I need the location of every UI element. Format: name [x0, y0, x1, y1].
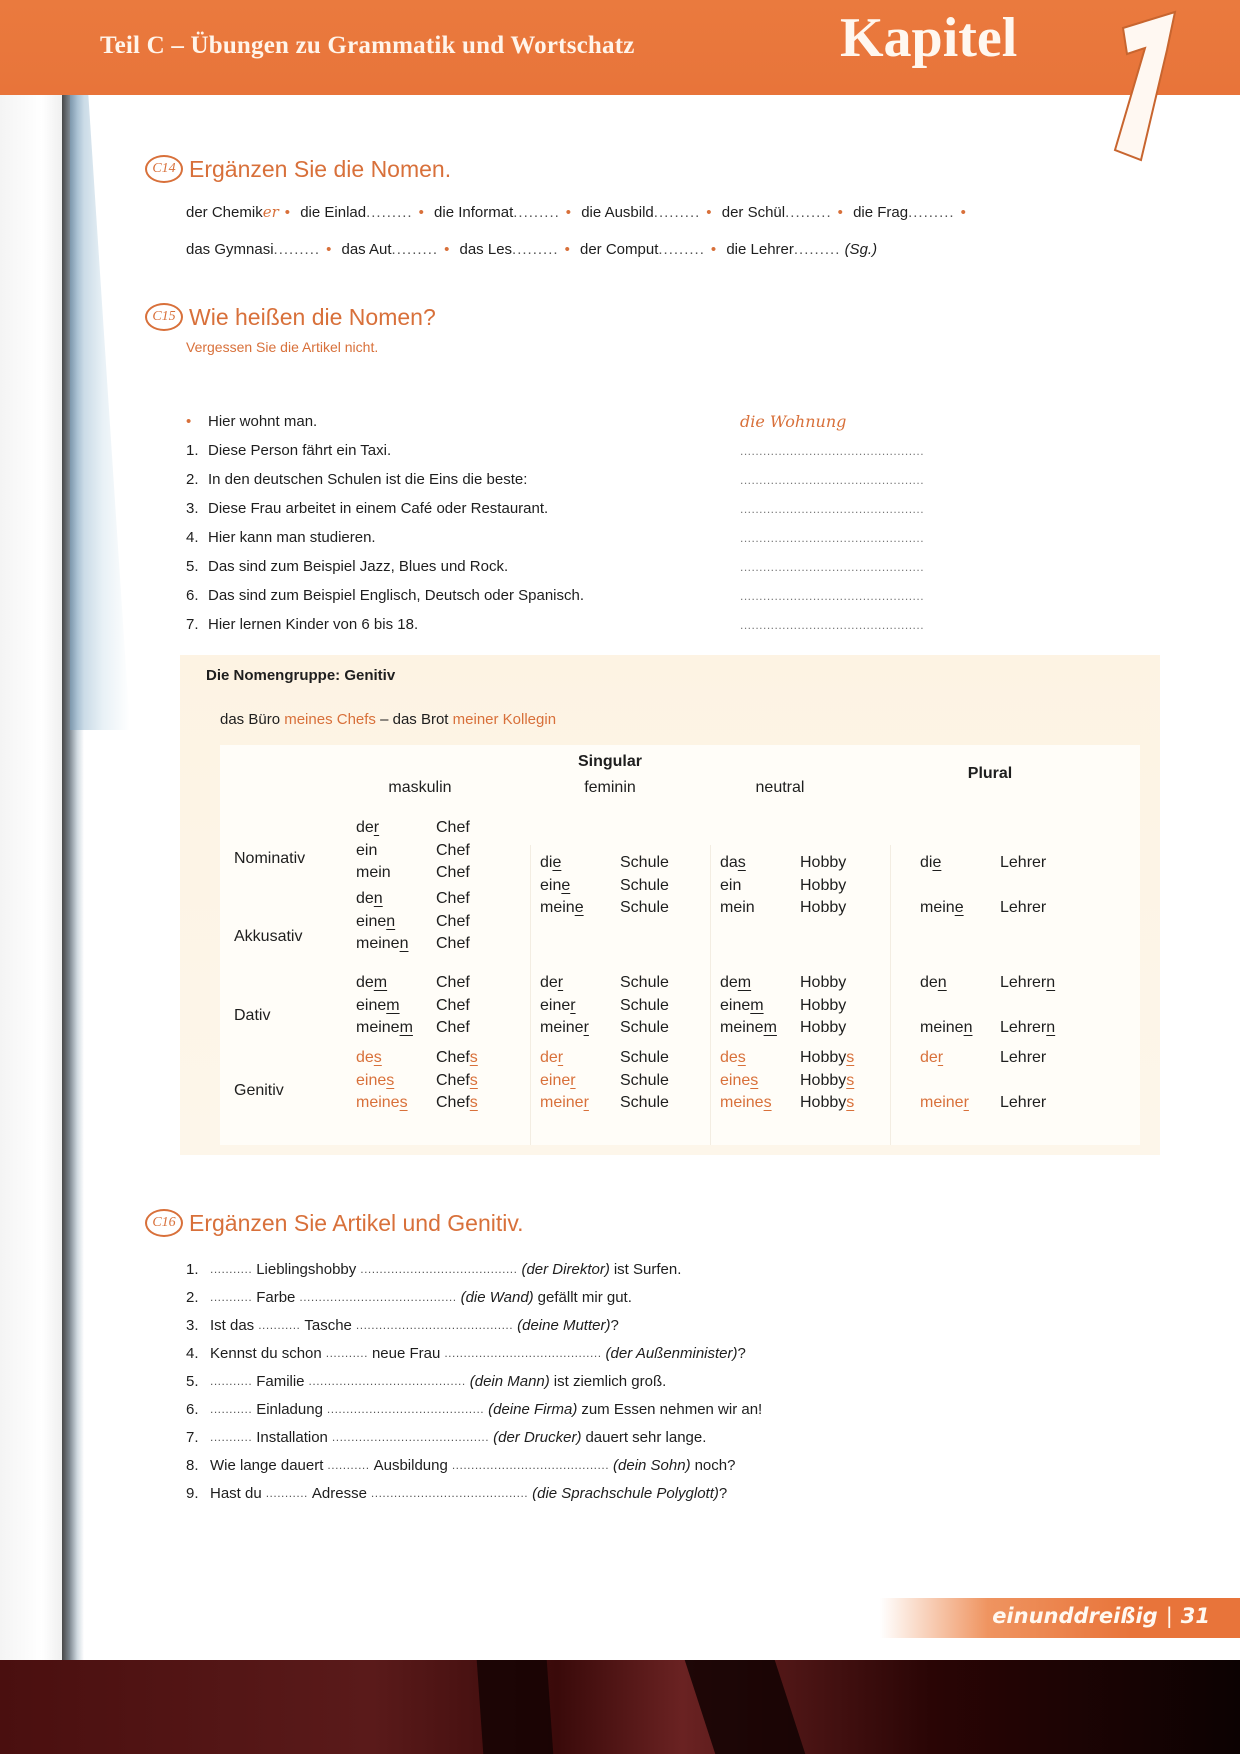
item-noun: Installation — [256, 1428, 328, 1446]
item-suffix: ? — [737, 1344, 746, 1362]
c14-item[interactable]: das Aut......... — [341, 241, 439, 258]
c15-heading — [145, 303, 436, 331]
declension-line: dem Chef — [356, 974, 470, 991]
item-suffix: ? — [718, 1484, 728, 1502]
page-footer — [880, 1598, 1240, 1638]
item-number: 7. — [186, 1428, 199, 1446]
declension-line: den Lehrern — [920, 974, 1056, 991]
answer-blank[interactable]: ................................................ — [740, 501, 925, 516]
declension-line: den Chef — [356, 890, 470, 907]
declension-line: eine Schule — [540, 876, 669, 894]
item-noun: Adresse — [311, 1484, 367, 1502]
declension-line: meines Hobbys — [720, 1094, 855, 1111]
item-noun: neue Frau — [371, 1344, 441, 1362]
c14-item[interactable]: die Frag......... — [853, 204, 955, 221]
c14-line-2: das Gymnasi......... • das Aut......... • das Les......... • der Comput......... • die Lehrer......... (Sg.) — [186, 241, 878, 258]
declension-line: meines Chefs — [356, 1094, 478, 1111]
declension-line: der Schule — [540, 974, 669, 991]
declension-line: meiner Schule — [540, 1094, 669, 1111]
answer-blank[interactable]: ................................................ — [740, 588, 925, 603]
c15-item — [186, 465, 1016, 494]
left-page-edge — [0, 0, 70, 1660]
declension-line: einem Hobby — [720, 996, 847, 1014]
c15-item — [186, 581, 1016, 610]
grammar-title: Die Nomengruppe: Genitiv — [206, 667, 396, 684]
genitive-blank[interactable]: ......................................... — [451, 1458, 610, 1472]
c14-item[interactable]: das Gymnasi......... — [186, 241, 321, 258]
item-text: Das sind zum Beispiel Englisch, Deutsch oder Spanisch. — [208, 587, 585, 604]
c15-item — [186, 523, 1016, 552]
header-plural: Plural — [967, 765, 1013, 782]
c16-item — [186, 1283, 1086, 1311]
genitive-blank[interactable]: ......................................... — [360, 1262, 518, 1276]
exercise-badge: C16 — [145, 1209, 183, 1237]
item-number: 5. — [186, 1372, 199, 1390]
genitive-blank[interactable]: ......................................... — [444, 1346, 602, 1360]
c14-item[interactable]: der Schül......... — [721, 204, 832, 221]
c16-item — [186, 1367, 1086, 1395]
item-suffix: gefällt mir gut. — [537, 1288, 632, 1306]
item-noun: Lieblingshobby — [256, 1260, 357, 1278]
article-blank[interactable]: ........... — [325, 1346, 368, 1360]
genitive-blank[interactable]: ......................................... — [355, 1318, 514, 1332]
cell-gen-fem — [540, 1047, 669, 1115]
item-hint: (der Außenminister) — [605, 1344, 738, 1362]
item-noun: Einladung — [256, 1400, 323, 1418]
case-akkusativ: Akkusativ — [234, 928, 303, 945]
item-number: 4. — [186, 1344, 199, 1362]
c15-item — [186, 610, 1016, 639]
item-prefix: Wie lange dauert — [210, 1456, 324, 1474]
item-noun: Tasche — [304, 1316, 352, 1334]
item-hint: (der Direktor) — [521, 1260, 610, 1278]
item-number: • — [186, 413, 192, 430]
scan-background — [0, 1660, 1240, 1754]
c16-item — [186, 1395, 1086, 1423]
c16-heading — [145, 1209, 524, 1237]
c15-item — [186, 552, 1016, 581]
item-number: 3. — [186, 500, 199, 517]
header-feminin: feminin — [584, 779, 636, 796]
declension-line: ein Hobby — [720, 876, 847, 894]
item-number: 1. — [186, 1260, 199, 1278]
item-number: 5. — [186, 558, 199, 575]
item-hint: (dein Mann) — [469, 1372, 550, 1390]
item-noun: Farbe — [256, 1288, 296, 1306]
cell-dat-fem — [540, 972, 669, 1040]
item-text: Hier wohnt man. — [208, 413, 318, 430]
item-suffix: zum Essen nehmen wir an! — [581, 1400, 763, 1418]
case-dativ: Dativ — [234, 1007, 271, 1024]
item-number: 6. — [186, 1400, 199, 1418]
example-answer: die Wohnung — [740, 412, 847, 431]
item-suffix: ist ziemlich groß. — [553, 1372, 667, 1390]
item-hint: (deine Firma) — [488, 1400, 578, 1418]
exercise-title: Ergänzen Sie Artikel und Genitiv. — [189, 1209, 524, 1236]
declension-line — [920, 995, 1055, 1018]
c14-item: der Chemiker — [186, 203, 279, 221]
c16-item — [186, 1451, 1086, 1479]
c16-item — [186, 1339, 1086, 1367]
article-blank[interactable]: ........... — [210, 1430, 253, 1444]
cell-gen-pl — [920, 1047, 1046, 1115]
declension-line: eines Hobbys — [720, 1071, 855, 1089]
page-number-label: einunddreißig | 31 — [992, 1604, 1210, 1628]
declension-line: mein Hobby — [720, 899, 847, 916]
c14-item[interactable]: die Lehrer......... — [726, 241, 841, 258]
cell-nomakk-neu — [720, 852, 846, 920]
exercise-subtitle: Vergessen Sie die Artikel nicht. — [186, 339, 379, 355]
c14-item[interactable]: die Ausbild......... — [581, 204, 701, 221]
genitive-blank[interactable]: ......................................... — [299, 1290, 457, 1304]
case-genitiv: Genitiv — [234, 1082, 284, 1099]
declension-line: einer Schule — [540, 996, 669, 1014]
declension-line: meine Schule — [540, 899, 669, 916]
item-hint: (der Drucker) — [493, 1428, 582, 1446]
genitive-blank[interactable]: ......................................... — [331, 1430, 490, 1444]
header-bar — [0, 0, 1240, 95]
header-neutral: neutral — [755, 779, 805, 796]
declension-line: der Chef — [356, 819, 470, 836]
declension-line: meinen Chef — [356, 935, 470, 952]
item-number: 6. — [186, 587, 199, 604]
exercise-title: Ergänzen Sie die Nomen. — [189, 155, 452, 182]
declension-line: einem Chef — [356, 996, 470, 1014]
declension-line — [920, 875, 1046, 898]
header-title: Teil C – Übungen zu Grammatik und Wortschatz — [100, 32, 635, 59]
item-text: Hier lernen Kinder von 6 bis 18. — [208, 616, 419, 633]
item-text: Das sind zum Beispiel Jazz, Blues und Rock. — [208, 558, 509, 575]
item-text: Diese Person fährt ein Taxi. — [208, 442, 392, 459]
declension-line: meiner Schule — [540, 1019, 669, 1036]
cell-gen-neu — [720, 1047, 854, 1115]
case-nominativ: Nominativ — [234, 850, 306, 867]
declension-line: ein Chef — [356, 841, 470, 859]
exercise-badge: C15 — [145, 303, 183, 331]
item-noun: Familie — [256, 1372, 305, 1390]
c14-item[interactable]: der Comput......... — [580, 241, 705, 258]
item-suffix: ? — [610, 1316, 619, 1334]
singular-note: (Sg.) — [844, 241, 878, 258]
item-text: Hier kann man studieren. — [208, 529, 376, 546]
item-number: 7. — [186, 616, 199, 633]
cell-nomakk-pl — [920, 852, 1046, 920]
finger-shadow — [477, 1660, 554, 1754]
chapter-label: Kapitel — [840, 7, 1018, 69]
declension-table — [220, 745, 1140, 1145]
c14-item[interactable]: die Informat......... — [434, 204, 560, 221]
declension-line: die Lehrer — [920, 854, 1047, 871]
item-text: Diese Frau arbeitet in einem Café oder Restaurant. — [208, 500, 549, 517]
grammar-box — [180, 655, 1160, 1155]
answer-blank[interactable]: ................................................ — [740, 472, 925, 487]
declension-line: meinem Chef — [356, 1019, 470, 1036]
c16-item — [186, 1311, 1086, 1339]
c15-item — [186, 407, 1016, 436]
c14-item[interactable]: das Les......... — [459, 241, 559, 258]
item-noun: Ausbildung — [373, 1456, 448, 1474]
declension-line: meiner Lehrer — [920, 1094, 1047, 1111]
cell-dat-pl — [920, 972, 1055, 1040]
declension-line: dem Hobby — [720, 974, 847, 991]
c16-item — [186, 1255, 1086, 1283]
header-singular: Singular — [577, 753, 642, 770]
article-blank[interactable]: ........... — [210, 1262, 253, 1276]
article-blank[interactable]: ........... — [258, 1318, 301, 1332]
declension-line: meinem Hobby — [720, 1019, 847, 1036]
item-text: In den deutschen Schulen ist die Eins die beste: — [208, 471, 528, 488]
genitive-blank[interactable]: ......................................... — [326, 1402, 485, 1416]
c16-item — [186, 1423, 1086, 1451]
article-blank[interactable]: ........... — [327, 1458, 370, 1472]
item-suffix: dauert sehr lange. — [585, 1428, 707, 1446]
item-hint: (die Sprachschule Polyglott) — [532, 1484, 719, 1502]
declension-line — [920, 1070, 1046, 1093]
genitive-blank[interactable]: ......................................... — [308, 1374, 466, 1388]
item-hint: (die Wand) — [460, 1288, 534, 1306]
page-curl — [70, 90, 130, 730]
declension-line: meinen Lehrern — [920, 1019, 1056, 1036]
item-suffix: noch? — [694, 1456, 736, 1474]
declension-line: meine Lehrer — [920, 899, 1047, 916]
declension-line: das Hobby — [720, 854, 847, 871]
cell-nomakk-fem — [540, 852, 669, 920]
cell-gen-mask — [356, 1047, 478, 1115]
item-number: 4. — [186, 529, 199, 546]
item-prefix: Hast du — [210, 1484, 262, 1502]
article-blank[interactable]: ........... — [210, 1402, 253, 1416]
item-prefix: Kennst du schon — [210, 1344, 322, 1362]
item-suffix: ist Surfen. — [613, 1260, 682, 1278]
article-blank[interactable]: ........... — [210, 1290, 253, 1304]
item-number: 2. — [186, 1288, 199, 1306]
c15-list — [186, 407, 1016, 639]
declension-line: mein Chef — [356, 864, 470, 881]
c14-item[interactable]: die Einlad......... — [300, 204, 413, 221]
cell-dat-neu — [720, 972, 846, 1040]
declension-line: eines Chefs — [356, 1071, 478, 1089]
declension-line: des Hobbys — [720, 1049, 855, 1066]
answer-blank[interactable]: ................................................ — [740, 443, 925, 458]
c15-item — [186, 494, 1016, 523]
item-number: 3. — [186, 1316, 199, 1334]
exercise-title: Wie heißen die Nomen? — [189, 303, 436, 330]
cell-akk-mask — [356, 888, 470, 956]
item-number: 9. — [186, 1484, 199, 1502]
c14-heading — [145, 155, 451, 183]
item-hint: (dein Sohn) — [613, 1456, 691, 1474]
exercise-badge: C14 — [145, 155, 183, 183]
declension-line: einer Schule — [540, 1071, 669, 1089]
chapter-number-graphic — [1105, 0, 1185, 170]
header-maskulin: maskulin — [388, 779, 452, 796]
declension-line: die Schule — [540, 854, 669, 871]
declension-line: des Chefs — [356, 1049, 478, 1066]
article-blank[interactable]: ........... — [265, 1486, 308, 1500]
genitive-blank[interactable]: ......................................... — [370, 1486, 529, 1500]
answer-blank[interactable]: ................................................ — [740, 559, 925, 574]
item-number: 8. — [186, 1456, 199, 1474]
item-number: 1. — [186, 442, 199, 459]
answer-blank[interactable]: ................................................ — [740, 530, 925, 545]
cell-dat-mask — [356, 972, 470, 1040]
c16-item — [186, 1479, 1086, 1507]
declension-line: der Lehrer — [920, 1049, 1047, 1066]
answer-blank[interactable]: ................................................ — [740, 617, 925, 632]
item-hint: (deine Mutter) — [517, 1316, 611, 1334]
c16-list — [186, 1255, 1086, 1507]
item-number: 2. — [186, 471, 199, 488]
item-prefix: Ist das — [210, 1316, 255, 1334]
grammar-example: das Büro meines Chefs – das Brot meiner Kollegin — [220, 711, 557, 728]
declension-line: der Schule — [540, 1049, 669, 1066]
c14-line-1: der Chemiker • die Einlad......... • die Informat......... • die Ausbild......... • der Schül......... • die Frag......... • — [186, 203, 966, 221]
declension-line: einen Chef — [356, 912, 470, 930]
cell-nom-mask — [356, 817, 470, 885]
c15-item — [186, 436, 1016, 465]
article-blank[interactable]: ........... — [210, 1374, 253, 1388]
